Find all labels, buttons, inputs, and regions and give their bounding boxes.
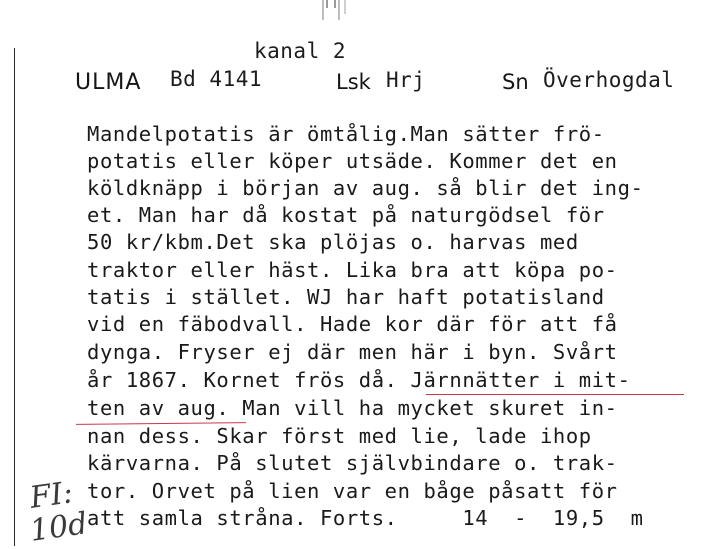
text-line: år 1867. Kornet frös då. Järnnätter i mit- [87,368,631,392]
text-line: et. Man har då kostat på naturgödsel för [87,203,605,227]
text-line: tor. Orvet på lien var en båge påsatt för [87,479,618,503]
text-line: 50 kr/kbm.Det ska plöjas o. harvas med [87,230,579,254]
kanal-label: kanal 2 [254,39,347,63]
red-underline [426,394,684,395]
sn-value: Överhogdal [543,68,675,92]
margin-note-line2: 10d [27,506,90,549]
archive-code: ULMA [75,70,142,95]
clip-mark [322,0,340,20]
lsk-label: Lsk [336,70,371,94]
text-line: tatis i stället. WJ har haft potatisland [87,285,605,309]
margin-note-line1: FI: [27,475,76,516]
text-line: Mandelpotatis är ömtålig.Man sätter frö- [87,122,605,146]
text-line: att samla stråna. Forts. 14 - 19,5 m [87,506,644,530]
text-line: potatis eller köper utsäde. Kommer det en [87,149,618,173]
text-line: kärvarna. På slutet självbindare o. trak- [87,451,618,475]
text-line: vid en fäbodvall. Hade kor där för att få [87,312,618,336]
sn-label: Sn [502,70,529,94]
text-line: traktor eller häst. Lika bra att köpa po- [87,258,618,282]
card-left-edge [14,48,15,546]
lsk-value: Hrj [386,68,426,92]
text-line: dynga. Fryser ej där men här i byn. Svårt [87,340,618,364]
text-line: nan dess. Skar först med lie, lade ihop [87,424,592,448]
text-line: ten av aug. Man vill ha mycket skuret in- [87,396,618,420]
text-line: köldknäpp i början av aug. så blir det ing- [87,176,644,200]
volume-number: Bd 4141 [170,67,263,91]
clip-mark-secondary [344,0,352,14]
